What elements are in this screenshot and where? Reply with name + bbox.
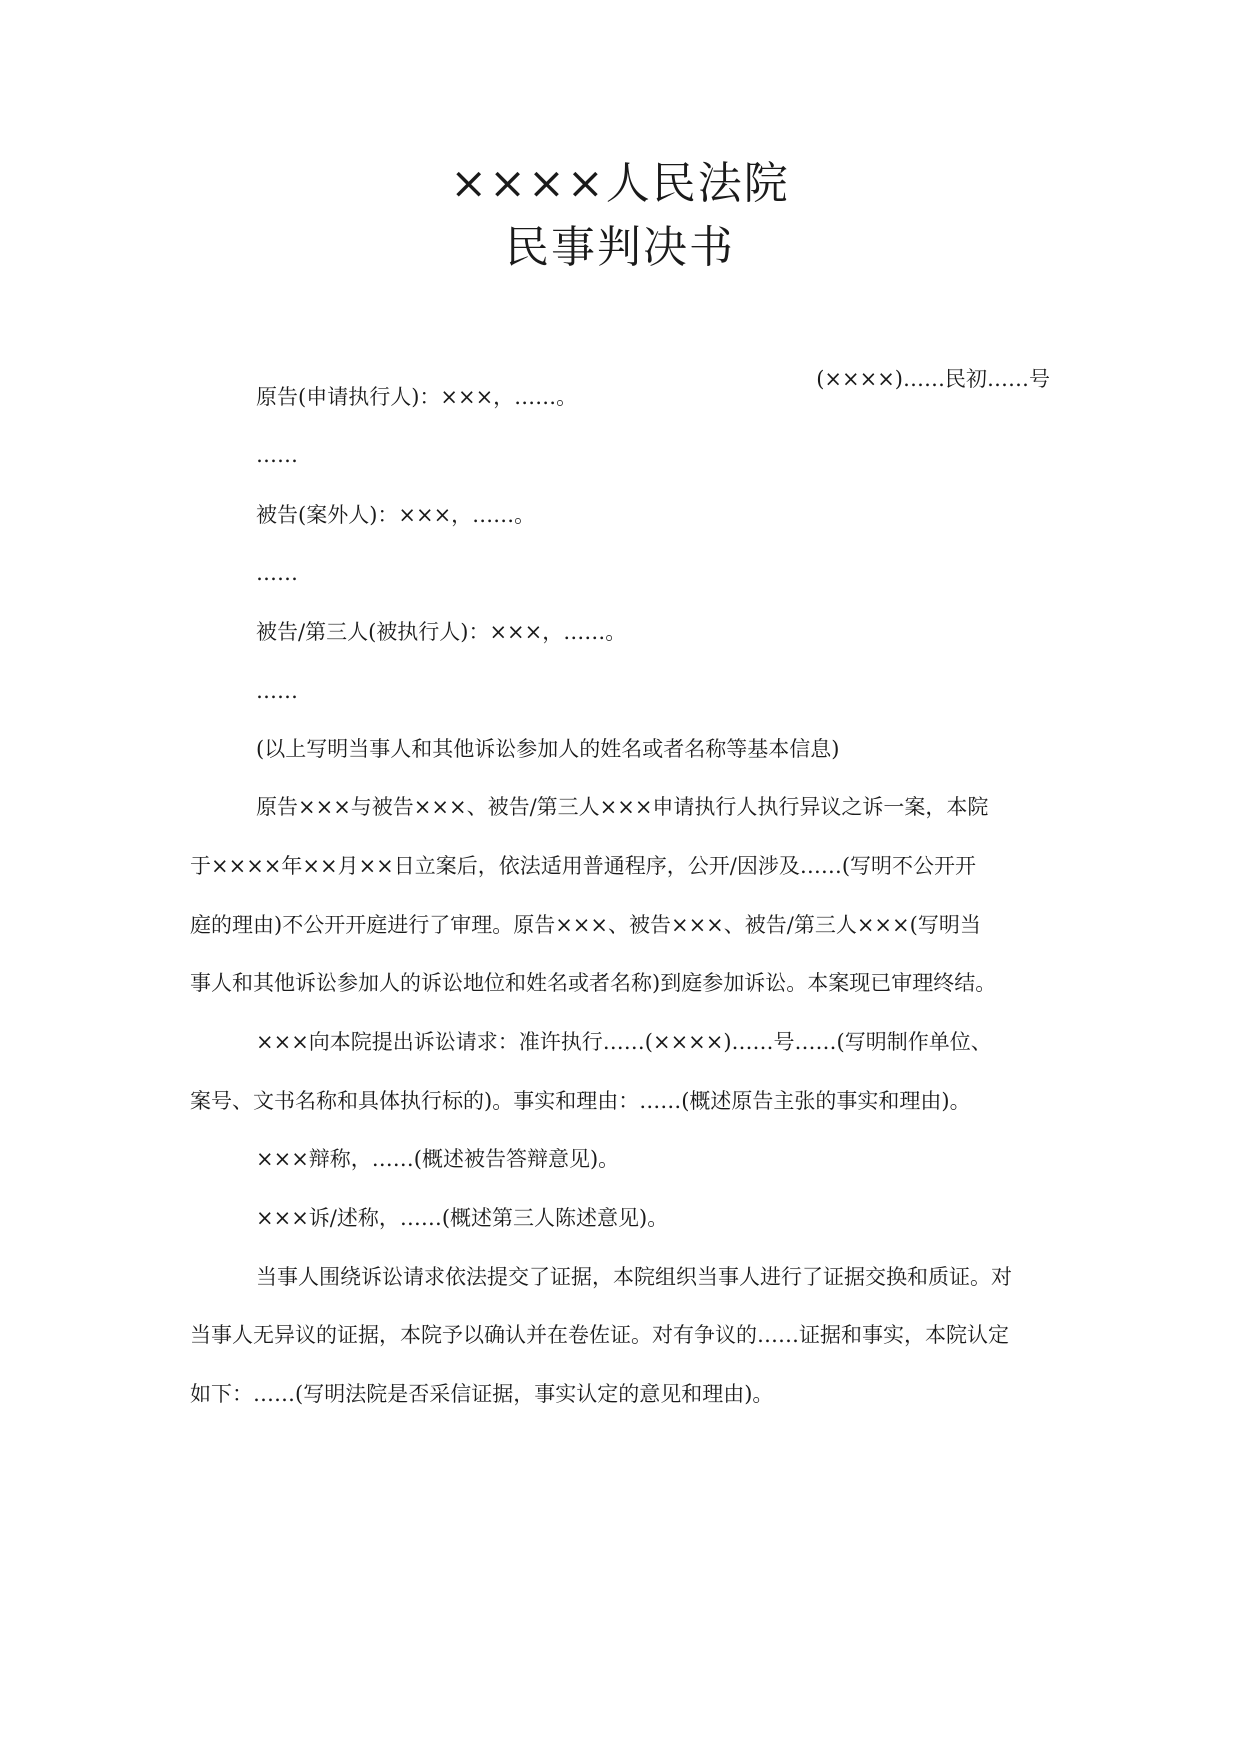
party-ellipsis-2: …… bbox=[256, 561, 298, 585]
court-name: ××××人民法院 bbox=[450, 158, 790, 209]
paragraph-line: 如下：……(写明法院是否采信证据，事实认定的意见和理由)。 bbox=[190, 1382, 774, 1406]
paragraph-line: 当事人无异议的证据，本院予以确认并在卷佐证。对有争议的……证据和事实，本院认定 bbox=[190, 1323, 1009, 1347]
paragraph-line: 事人和其他诉讼参加人的诉讼地位和姓名或者名称)到庭参加诉讼。本案现已审理终结。 bbox=[190, 971, 997, 995]
paragraph-line: 案号、文书名称和具体执行标的)。事实和理由：……(概述原告主张的事实和理由)。 bbox=[190, 1089, 971, 1113]
paragraph-line: 当事人围绕诉讼请求依法提交了证据，本院组织当事人进行了证据交换和质证。对 bbox=[256, 1265, 1012, 1289]
party-ellipsis-1: …… bbox=[256, 443, 298, 467]
party-plaintiff: 原告(申请执行人)：×××，……。 bbox=[256, 385, 578, 409]
defense-statement: ×××辩称，……(概述被告答辩意见)。 bbox=[256, 1147, 620, 1171]
party-third-party: 被告/第三人(被执行人)：×××，……。 bbox=[256, 620, 627, 644]
third-party-statement: ×××诉/述称，……(概述第三人陈述意见)。 bbox=[256, 1206, 669, 1230]
paragraph-line: 于××××年××月××日立案后，依法适用普通程序，公开/因涉及……(写明不公开开 bbox=[190, 854, 977, 878]
paragraph-line: ×××向本院提出诉讼请求：准许执行……(××××)……号……(写明制作单位、 bbox=[256, 1030, 992, 1054]
document-type-title: 民事判决书 bbox=[505, 222, 735, 273]
party-defendant: 被告(案外人)：×××，……。 bbox=[256, 503, 536, 527]
paragraph-line: 庭的理由)不公开开庭进行了审理。原告×××、被告×××、被告/第三人×××(写明当 bbox=[190, 913, 981, 937]
case-number: (××××)……民初……号 bbox=[816, 367, 1050, 391]
paragraph-line: 原告×××与被告×××、被告/第三人×××申请执行人执行异议之诉一案，本院 bbox=[256, 795, 989, 819]
party-ellipsis-3: …… bbox=[256, 679, 298, 703]
parties-note: (以上写明当事人和其他诉讼参加人的姓名或者名称等基本信息) bbox=[256, 737, 840, 761]
